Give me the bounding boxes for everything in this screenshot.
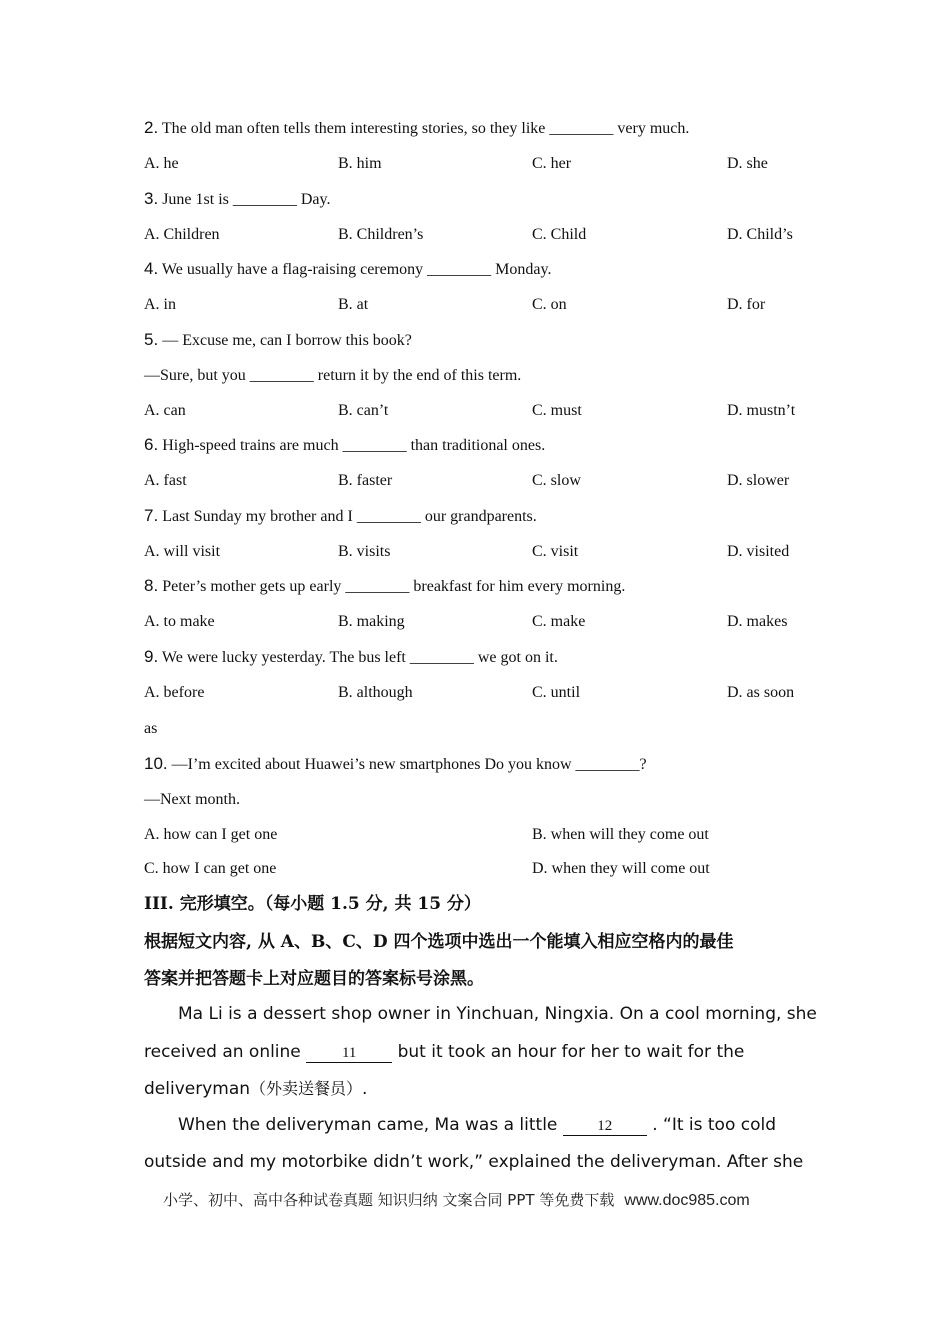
- question-4-option-b: B. at: [338, 296, 369, 313]
- footer-text: 小学、初中、高中各种试卷真题 知识归纳 文案合同 PPT 等免费下载: [163, 1191, 615, 1209]
- passage-line-5: outside and my motorbike didn’t work,” explained the deliveryman. After she: [144, 1152, 804, 1172]
- question-5-option-a: A. can: [144, 402, 186, 419]
- question-4-option-a: A. in: [144, 296, 176, 313]
- question-7-option-c: C. visit: [532, 543, 579, 560]
- page-footer: [163, 1190, 750, 1211]
- section-title: III. 完形填空。（每小题 1.5 分, 共 15 分）: [144, 894, 481, 914]
- passage-line-1: Ma Li is a dessert shop owner in Yinchuan, Ningxia. On a cool morning, she: [178, 1004, 817, 1024]
- question-4-option-d: D. for: [727, 296, 766, 313]
- question-9-option-b: B. although: [338, 684, 413, 701]
- question-8-option-b: B. making: [338, 613, 405, 630]
- question-10-option-b: B. when will they come out: [532, 826, 709, 843]
- question-2-stem: 2. The old man often tells them interesting stories, so they like ________ very much.: [144, 118, 690, 137]
- question-7-option-d: D. visited: [727, 543, 790, 560]
- question-5-option-b: B. can’t: [338, 402, 389, 419]
- passage-line-4: When the deliveryman came, Ma was a little 12 . “It is too cold: [178, 1115, 777, 1135]
- question-7-option-b: B. visits: [338, 543, 391, 560]
- question-5-option-c: C. must: [532, 402, 582, 419]
- question-5-option-d: D. mustn’t: [727, 402, 796, 419]
- question-4-stem: 4. We usually have a flag-raising ceremony ________ Monday.: [144, 259, 552, 278]
- question-8-option-c: C. make: [532, 613, 586, 630]
- question-3-option-c: C. Child: [532, 226, 587, 243]
- question-6-stem: 6. High-speed trains are much ________ than traditional ones.: [144, 435, 546, 454]
- blank-11: 11: [306, 1044, 392, 1063]
- question-2-option-a: A. he: [144, 155, 179, 172]
- section-instruction-line-1: 根据短文内容, 从 A、B、C、D 四个选项中选出一个能填入相应空格内的最佳: [144, 932, 734, 952]
- question-5-stem: 5. — Excuse me, can I borrow this book?: [144, 330, 412, 349]
- question-6-option-d: D. slower: [727, 472, 790, 489]
- question-9-option-d: D. as soon: [727, 684, 795, 701]
- question-2-option-d: D. she: [727, 155, 768, 172]
- blank-12: 12: [563, 1117, 647, 1136]
- question-4-option-c: C. on: [532, 296, 567, 313]
- question-3-option-a: A. Children: [144, 226, 220, 243]
- question-9-option-a: A. before: [144, 684, 205, 701]
- question-10-option-a: A. how can I get one: [144, 826, 278, 843]
- question-8-option-a: A. to make: [144, 613, 215, 630]
- question-10-option-d: D. when they will come out: [532, 860, 710, 877]
- footer-site-link[interactable]: www.doc985.com: [624, 1192, 750, 1209]
- question-3-stem: 3. June 1st is ________ Day.: [144, 189, 331, 208]
- question-2-option-b: B. him: [338, 155, 382, 172]
- section-instruction-line-2: 答案并把答题卡上对应题目的答案标号涂黑。: [144, 969, 484, 989]
- question-9-option-d-wrap: as: [144, 720, 158, 737]
- question-8-option-d: D. makes: [727, 613, 788, 630]
- question-3-option-d: D. Child’s: [727, 226, 793, 243]
- question-9-stem: 9. We were lucky yesterday. The bus left ________ we got on it.: [144, 647, 558, 666]
- question-10-stem-reply: —Next month.: [144, 791, 240, 808]
- question-7-stem: 7. Last Sunday my brother and I ________ our grandparents.: [144, 506, 537, 525]
- question-10-option-c: C. how I can get one: [144, 860, 277, 877]
- passage-line-3: deliveryman（外卖送餐员）.: [144, 1079, 368, 1099]
- question-3-option-b: B. Children’s: [338, 226, 424, 243]
- question-6-option-a: A. fast: [144, 472, 187, 489]
- question-2-option-c: C. her: [532, 155, 572, 172]
- question-10-stem: 10. —I’m excited about Huawei’s new smartphones Do you know ________?: [144, 754, 647, 773]
- question-9-option-c: C. until: [532, 684, 581, 701]
- question-6-option-c: C. slow: [532, 472, 581, 489]
- question-6-option-b: B. faster: [338, 472, 393, 489]
- question-5-stem-reply: —Sure, but you ________ return it by the end of this term.: [144, 367, 522, 384]
- question-7-option-a: A. will visit: [144, 543, 221, 560]
- passage-line-2: received an online 11 but it took an hour for her to wait for the: [144, 1042, 745, 1062]
- question-8-stem: 8. Peter’s mother gets up early ________ breakfast for him every morning.: [144, 576, 626, 595]
